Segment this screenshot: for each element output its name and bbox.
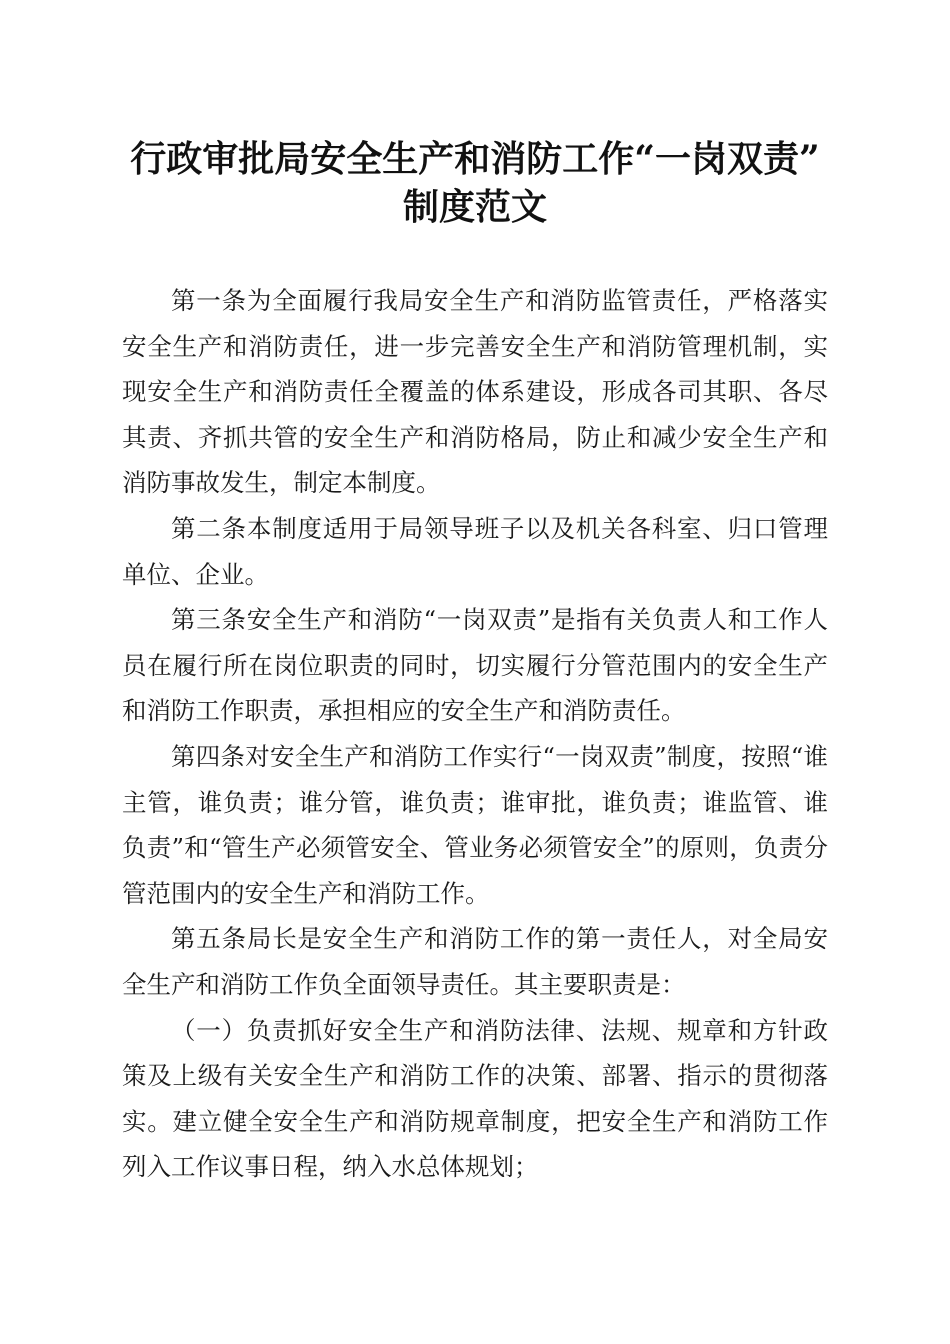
paragraph-article-1: 第一条为全面履行我局安全生产和消防监管责任，严格落实安全生产和消防责任，进一步完善安全生产和消防管理机制，实现安全生产和消防责任全覆盖的体系建设，形成各司其职、各尽其责、齐抓共管的安全生产和消防格局，防止和减少安全生产和消防事故发生，制定本制度。	[122, 286, 828, 498]
paragraph-article-5: 第五条局长是安全生产和消防工作的第一责任人，对全局安全生产和消防工作负全面领导责任。其主要职责是：	[122, 924, 828, 999]
document-title-line-2: 制度范文	[402, 186, 547, 228]
paragraph-article-2: 第二条本制度适用于局领导班子以及机关各科室、归口管理单位、企业。	[122, 513, 828, 589]
document-title-line-1: 行政审批局安全生产和消防工作“一岗双责”	[130, 138, 820, 180]
paragraph-article-3: 第三条安全生产和消防“一岗双责”是指有关负责人和工作人员在履行所在岗位职责的同时，切实履行分管范围内的安全生产和消防工作职责，承担相应的安全生产和消防责任。	[122, 605, 828, 726]
paragraph-item-1: （一）负责抓好安全生产和消防法律、法规、规章和方针政策及上级有关安全生产和消防工作的决策、部署、指示的贯彻落实。建立健全安全生产和消防规章制度，把安全生产和消防工作列入工作议事日程，纳入水总体规划；	[122, 1015, 828, 1182]
document-body	[122, 278, 828, 1190]
paragraph-article-4: 第四条对安全生产和消防工作实行“一岗双责”制度，按照“谁主管，谁负责；谁分管，谁负责；谁审批，谁负责；谁监管、谁负责”和“管生产必须管安全、管业务必须管安全”的原则，负责分管范围内的安全生产和消防工作。	[122, 741, 828, 908]
